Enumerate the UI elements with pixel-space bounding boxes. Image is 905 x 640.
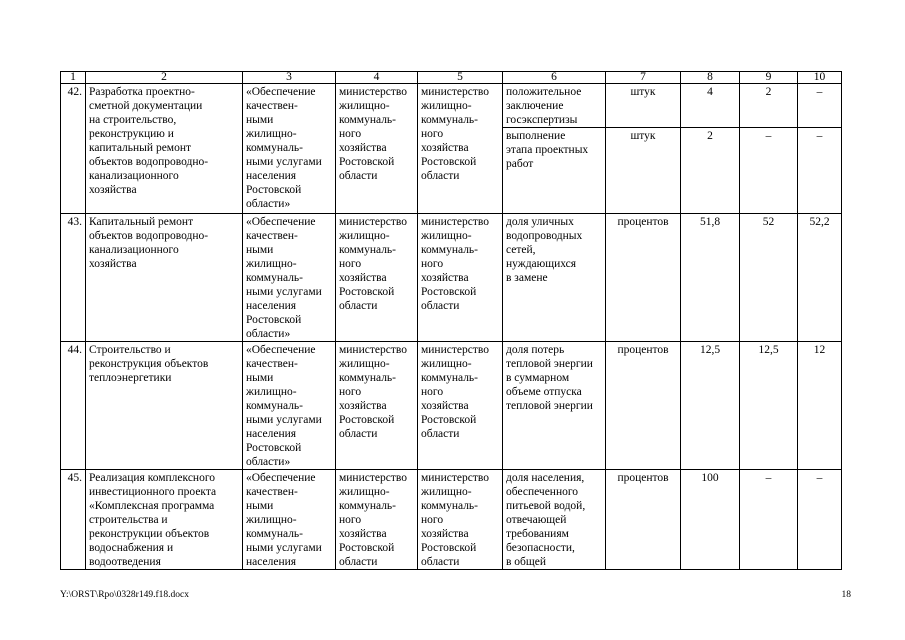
value-col-10: – <box>798 128 842 214</box>
table-row <box>61 84 842 128</box>
column-header: 7 <box>606 72 681 84</box>
value-col-9: 2 <box>740 84 798 128</box>
row-number: 43. <box>61 214 86 342</box>
table-row <box>61 342 842 470</box>
indicator-unit: процентов <box>606 342 681 470</box>
value-col-10: 52,2 <box>798 214 842 342</box>
column-header: 6 <box>503 72 606 84</box>
column-header: 4 <box>336 72 418 84</box>
measure-name: Реализация комплексного инвестиционного проекта «Комплексная программа строительства и реконструкции объектов водоснабжения и водоотведения <box>86 470 243 570</box>
header-row <box>61 72 842 84</box>
value-col-8: 12,5 <box>681 342 740 470</box>
responsible: министерство жилищно- коммуналь- ного хозяйства Ростовской области <box>418 84 503 214</box>
measure-name: Строительство и реконструкция объектов теплоэнергетики <box>86 342 243 470</box>
column-header: 2 <box>86 72 243 84</box>
indicator-unit: процентов <box>606 214 681 342</box>
footer-page-number: 18 <box>841 590 851 600</box>
indicator-name: доля уличных водопроводных сетей, нуждающихся в замене <box>503 214 606 342</box>
measure-name: Капитальный ремонт объектов водопроводно- канализационного хозяйства <box>86 214 243 342</box>
column-header: 10 <box>798 72 842 84</box>
value-col-9: 12,5 <box>740 342 798 470</box>
row-number: 42. <box>61 84 86 214</box>
column-header: 5 <box>418 72 503 84</box>
responsible: министерство жилищно- коммуналь- ного хозяйства Ростовской области <box>418 214 503 342</box>
indicator-name: положительное заключение госэкспертизы <box>503 84 606 128</box>
value-col-10: 12 <box>798 342 842 470</box>
value-col-10: – <box>798 470 842 570</box>
indicator-name: доля потерь тепловой энергии в суммарном объеме отпуска тепловой энергии <box>503 342 606 470</box>
value-col-9: – <box>740 470 798 570</box>
executor: министерство жилищно- коммуналь- ного хозяйства Ростовской области <box>336 342 418 470</box>
value-col-8: 51,8 <box>681 214 740 342</box>
program-name: «Обеспечение качествен- ными жилищно- коммуналь- ными услугами населения <box>243 470 336 570</box>
row-number: 45. <box>61 470 86 570</box>
value-col-8: 2 <box>681 128 740 214</box>
program-name: «Обеспечение качествен- ными жилищно- коммуналь- ными услугами населения Ростовской области» <box>243 342 336 470</box>
footer-file-path: Y:\ORST\Rpo\0328r149.f18.docx <box>60 590 189 600</box>
table-row <box>61 470 842 570</box>
executor: министерство жилищно- коммуналь- ного хозяйства Ростовской области <box>336 470 418 570</box>
value-col-8: 4 <box>681 84 740 128</box>
column-header: 1 <box>61 72 86 84</box>
executor: министерство жилищно- коммуналь- ного хозяйства Ростовской области <box>336 84 418 214</box>
column-header: 3 <box>243 72 336 84</box>
program-name: «Обеспечение качествен- ными жилищно- коммуналь- ными услугами населения Ростовской области» <box>243 84 336 214</box>
indicator-unit: штук <box>606 84 681 128</box>
value-col-9: – <box>740 128 798 214</box>
program-name: «Обеспечение качествен- ными жилищно- коммуналь- ными услугами населения Ростовской области» <box>243 214 336 342</box>
responsible: министерство жилищно- коммуналь- ного хозяйства Ростовской области <box>418 470 503 570</box>
measures-table <box>60 71 842 570</box>
indicator-unit: штук <box>606 128 681 214</box>
measure-name: Разработка проектно- сметной документации на строительство, реконструкцию и капитальный ремонт объектов водопроводно- канализационного хозяйства <box>86 84 243 214</box>
responsible: министерство жилищно- коммуналь- ного хозяйства Ростовской области <box>418 342 503 470</box>
value-col-8: 100 <box>681 470 740 570</box>
value-col-10: – <box>798 84 842 128</box>
column-header: 8 <box>681 72 740 84</box>
column-header: 9 <box>740 72 798 84</box>
indicator-name: выполнение этапа проектных работ <box>503 128 606 214</box>
value-col-9: 52 <box>740 214 798 342</box>
table-row <box>61 214 842 342</box>
indicator-name: доля населения, обеспеченного питьевой водой, отвечающей требованиям безопасности, в общей <box>503 470 606 570</box>
indicator-unit: процентов <box>606 470 681 570</box>
row-number: 44. <box>61 342 86 470</box>
executor: министерство жилищно- коммуналь- ного хозяйства Ростовской области <box>336 214 418 342</box>
